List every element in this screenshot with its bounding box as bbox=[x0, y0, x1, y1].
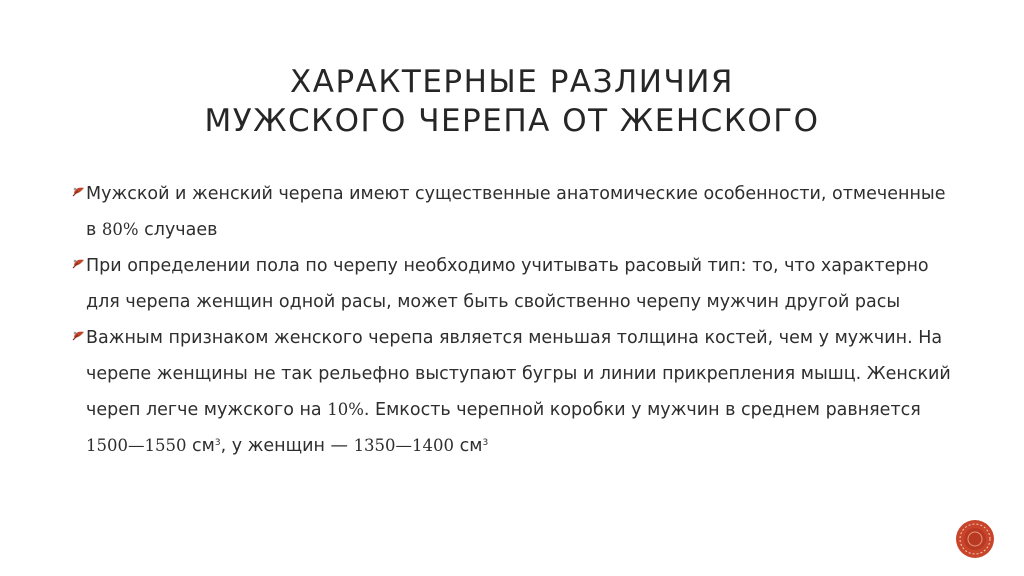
bullet-list bbox=[72, 176, 952, 464]
slide-title-line1: ХАРАКТЕРНЫЕ РАЗЛИЧИЯ bbox=[290, 63, 734, 100]
bullet-3-unit-1: см bbox=[186, 436, 215, 456]
decorative-leaf-icon bbox=[72, 256, 86, 270]
bullet-item-2 bbox=[72, 248, 952, 320]
bullet-item-3 bbox=[72, 320, 952, 464]
slide-title bbox=[0, 63, 1024, 141]
bullet-item-1 bbox=[72, 176, 952, 248]
bullet-3-text-b: . Емкость черепной коробки у мужчин в среднем равняется bbox=[363, 400, 921, 420]
decorative-leaf-icon bbox=[72, 184, 86, 198]
bullet-2-text: При определении пола по черепу необходимо учитывать расовый тип: то, что характерно для черепа женщин одной расы, может быть свойственно черепу мужчин другой расы bbox=[86, 256, 929, 312]
decorative-leaf-icon bbox=[72, 328, 86, 342]
bullet-3-percent: 10% bbox=[327, 400, 364, 419]
bullet-3-text-c: , у женщин — bbox=[220, 436, 354, 456]
bullet-3-unit-1-exponent: 3 bbox=[214, 438, 221, 448]
decorative-circle-badge-icon bbox=[955, 519, 995, 559]
bullet-3-female-volume: 1350—1400 bbox=[353, 436, 455, 455]
bullet-3-unit-2: см bbox=[454, 436, 483, 456]
bullet-1-text-a: Мужской и женский черепа имеют существенные анатомические особенности, отмеченные в bbox=[86, 184, 946, 240]
bullet-3-unit-2-exponent: 3 bbox=[482, 438, 489, 448]
slide-title-line2: МУЖСКОГО ЧЕРЕПА ОТ ЖЕНСКОГО bbox=[204, 102, 820, 139]
bullet-1-percent: 80% bbox=[101, 220, 139, 239]
bullet-3-text-a: Важным признаком женского черепа является меньшая толщина костей, чем у мужчин. На черепе женщины не так рельефно выступают бугры и линии прикрепления мышц. Женский череп легче мужского на bbox=[86, 328, 951, 420]
bullet-1-text-b: случаев bbox=[138, 220, 218, 240]
bullet-3-male-volume: 1500—1550 bbox=[86, 436, 187, 455]
